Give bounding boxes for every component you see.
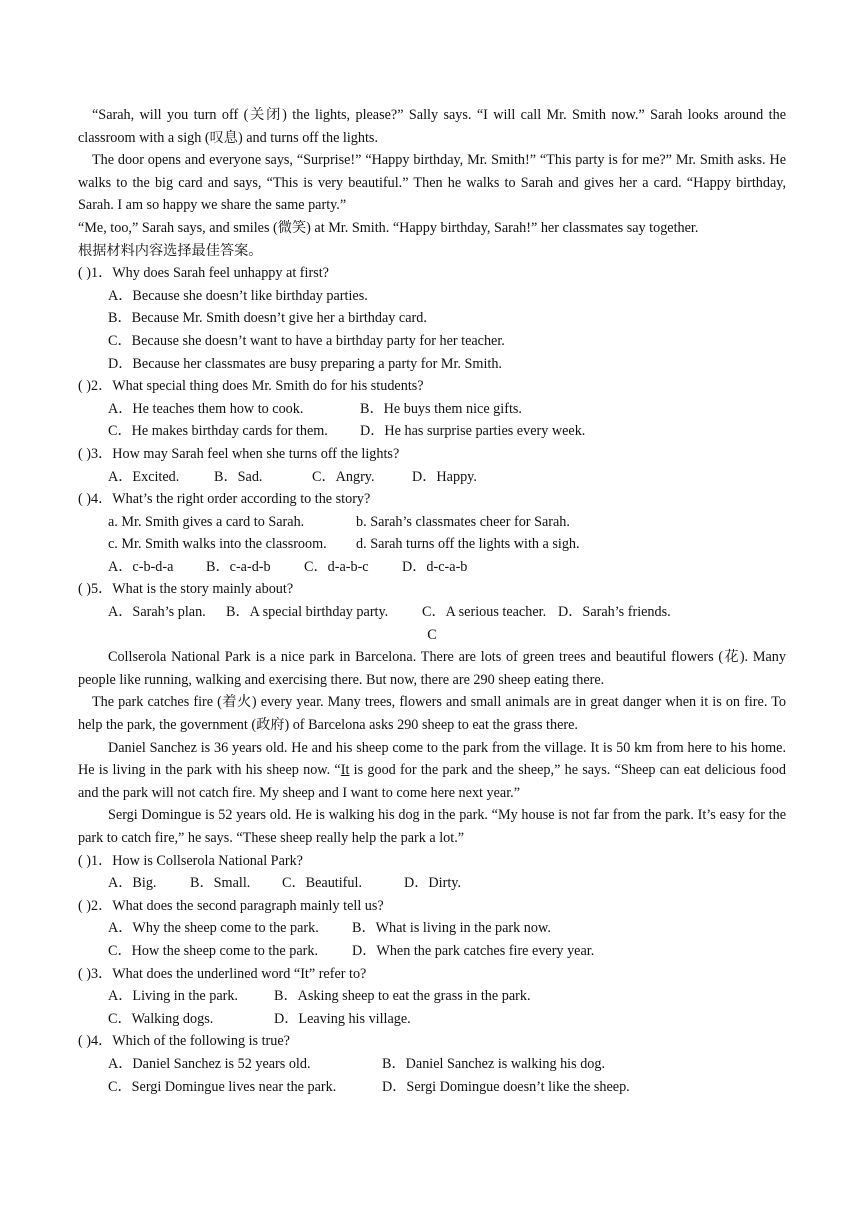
option: C．A serious teacher. bbox=[422, 604, 547, 621]
option-line bbox=[78, 872, 786, 895]
passage-c-paragraph-4: Sergi Domingue is 52 years old. He is walking his dog in the park. “My house is not far from the park. It’s easy for the park to catch fire,” he says. “These sheep really help the park a lot.” bbox=[78, 807, 786, 846]
option: A．He teaches them how to cook. bbox=[108, 400, 304, 417]
option-line bbox=[78, 1076, 786, 1099]
option-line bbox=[78, 601, 786, 624]
event-line bbox=[78, 533, 786, 556]
passage-b-paragraph-1: “Sarah, will you turn off (关闭) the lights, please?” Sally says. “I will call Mr. Smith now.” Sarah looks around the classroom with a sigh (叹息) and turns off the lights. bbox=[78, 107, 786, 146]
instruction: 根据材料内容选择最佳答案。 bbox=[78, 242, 263, 259]
option: A．Living in the park. bbox=[108, 988, 239, 1005]
option: B．c-a-d-b bbox=[206, 558, 271, 575]
option: D．Sarah’s friends. bbox=[558, 604, 671, 621]
option-line bbox=[78, 917, 786, 940]
option: B．Because Mr. Smith doesn’t give her a birthday card. bbox=[108, 310, 427, 327]
option: B．Daniel Sanchez is walking his dog. bbox=[382, 1055, 606, 1072]
option-line bbox=[78, 353, 786, 376]
option: B．What is living in the park now. bbox=[352, 920, 551, 937]
option: B．Sad. bbox=[214, 468, 263, 485]
passage-c-paragraph-2: The park catches fire (着火) every year. Many trees, flowers and small animals are in great danger when it is on fire. To help the park, the government (政府) of Barcelona asks 290 sheep to eat the grass there. bbox=[78, 694, 786, 734]
option-line bbox=[78, 398, 786, 421]
option: A．Big. bbox=[108, 875, 157, 892]
option: A．Excited. bbox=[108, 468, 180, 485]
option: D．When the park catches fire every year. bbox=[352, 942, 595, 959]
option: B．A special birthday party. bbox=[226, 604, 389, 621]
question-stem: ( )1．How is Collserola National Park? bbox=[78, 852, 303, 869]
event: a. Mr. Smith gives a card to Sarah. bbox=[108, 513, 305, 530]
event: c. Mr. Smith walks into the classroom. bbox=[108, 536, 327, 553]
option: C．Beautiful. bbox=[282, 875, 362, 892]
option: D．Happy. bbox=[412, 468, 477, 485]
option: D．Because her classmates are busy preparing a party for Mr. Smith. bbox=[108, 355, 502, 372]
event: d. Sarah turns off the lights with a sigh. bbox=[356, 536, 580, 553]
option: D．Dirty. bbox=[404, 875, 462, 892]
option: C．How the sheep come to the park. bbox=[108, 942, 319, 959]
passage-b-paragraph-2: The door opens and everyone says, “Surprise!” “Happy birthday, Mr. Smith!” “This party is for me?” Mr. Smith asks. He walks to the big card and says, “This is very beautiful.” Then he walks to Sarah and gives her a card. “Happy birthday, Sarah. I am so happy we share the same party.” bbox=[78, 152, 786, 214]
option: D．Leaving his village. bbox=[274, 1010, 411, 1027]
option: A．Daniel Sanchez is 52 years old. bbox=[108, 1055, 311, 1072]
text-run: Daniel Sanchez is 36 years old. He and his sheep come to the park from the village. It is 50 km from here to his home. He is living in the park with his sheep now. “ bbox=[78, 739, 786, 779]
option: C．Sergi Domingue lives near the park. bbox=[108, 1078, 337, 1095]
question-stem: ( )3．How may Sarah feel when she turns off the lights? bbox=[78, 445, 400, 462]
underlined-word: It bbox=[340, 762, 350, 779]
option-line bbox=[78, 466, 786, 489]
option-line bbox=[78, 1008, 786, 1031]
event-line bbox=[78, 511, 786, 534]
passage-c-paragraph-1: Collserola National Park is a nice park in Barcelona. There are lots of green trees and beautiful flowers (花). Many people like running, walking and exercising there. But now, there are 290 sheep eating there. bbox=[78, 649, 786, 688]
option: B．Small. bbox=[190, 875, 251, 892]
option: B．He buys them nice gifts. bbox=[360, 400, 522, 417]
option-line bbox=[78, 285, 786, 308]
option-line bbox=[78, 556, 786, 579]
option: D．He has surprise parties every week. bbox=[360, 423, 586, 440]
option: C．Angry. bbox=[312, 468, 375, 485]
question-stem: ( )4．Which of the following is true? bbox=[78, 1033, 290, 1050]
option: C．Because she doesn’t want to have a birthday party for her teacher. bbox=[108, 332, 505, 349]
question-stem: ( )2．What does the second paragraph mainly tell us? bbox=[78, 897, 384, 914]
option: B．Asking sheep to eat the grass in the park. bbox=[274, 988, 531, 1005]
option: C．d-a-b-c bbox=[304, 558, 369, 575]
option-line bbox=[78, 940, 786, 963]
question-stem: ( )2．What special thing does Mr. Smith do for his students? bbox=[78, 378, 424, 395]
option-line bbox=[78, 985, 786, 1008]
passage-b-paragraph-3: “Me, too,” Sarah says, and smiles (微笑) at Mr. Smith. “Happy birthday, Sarah!” her classmates say together. bbox=[78, 219, 699, 236]
worksheet-page bbox=[78, 104, 786, 1098]
option-line bbox=[78, 1053, 786, 1076]
option: C．Walking dogs. bbox=[108, 1010, 214, 1027]
option: A．Why the sheep come to the park. bbox=[108, 920, 319, 937]
option: A．Sarah’s plan. bbox=[108, 604, 206, 621]
option-line bbox=[78, 420, 786, 443]
option-line bbox=[78, 330, 786, 353]
question-stem: ( )3．What does the underlined word “It” refer to? bbox=[78, 965, 367, 982]
event: b. Sarah’s classmates cheer for Sarah. bbox=[356, 513, 570, 530]
question-stem: ( )4．What’s the right order according to the story? bbox=[78, 491, 371, 508]
option: C．He makes birthday cards for them. bbox=[108, 423, 328, 440]
option: A．Because she doesn’t like birthday parties. bbox=[108, 287, 368, 304]
option: A．c-b-d-a bbox=[108, 558, 174, 575]
option: D．Sergi Domingue doesn’t like the sheep. bbox=[382, 1078, 630, 1095]
passage-c-paragraph-3 bbox=[78, 737, 786, 805]
section-heading: C bbox=[427, 626, 437, 643]
option: D．d-c-a-b bbox=[402, 558, 468, 575]
question-stem: ( )5．What is the story mainly about? bbox=[78, 581, 294, 598]
option-line bbox=[78, 307, 786, 330]
question-stem: ( )1．Why does Sarah feel unhappy at first? bbox=[78, 265, 329, 282]
text-run: is good for the park and the sheep,” he says. “Sheep can eat delicious food and the park will not catch fire. My sheep and I want to come here next year.” bbox=[78, 762, 786, 801]
